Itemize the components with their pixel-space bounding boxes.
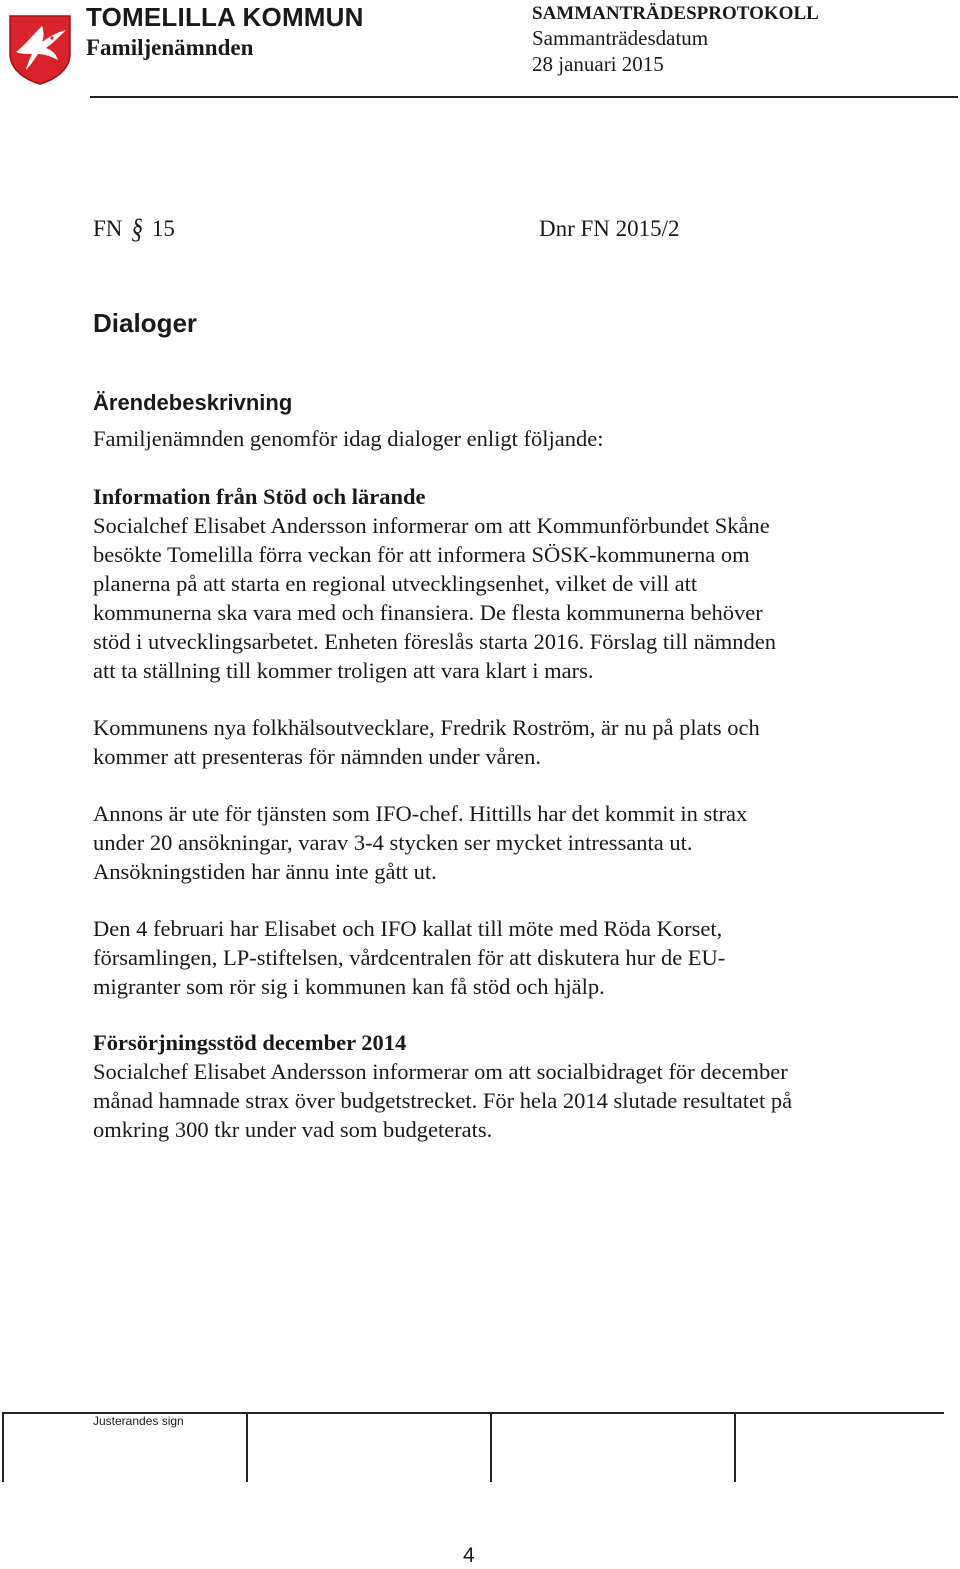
signature-label: Justerandes sign <box>93 1414 184 1428</box>
signature-cell-divider <box>2 1412 4 1482</box>
text-line: Ansökningstiden har ännu inte gått ut. <box>93 859 437 884</box>
support-heading: Försörjningsstöd december 2014 <box>93 1030 407 1055</box>
section-number: 15 <box>151 216 175 241</box>
section-reference <box>93 212 175 244</box>
document-type: SAMMANTRÄDESPROTOKOLL <box>532 3 819 24</box>
text-line: Kommunens nya folkhälsoutvecklare, Fredrik Roström, är nu på plats och <box>93 715 760 740</box>
text-line: månad hamnade strax över budgetstrecket. För hela 2014 slutade resultatet på <box>93 1088 793 1113</box>
meeting-date-label: Sammanträdesdatum <box>532 26 709 50</box>
text-line: att ta ställning till kommer troligen att vara klart i mars. <box>93 658 594 683</box>
text-line: under 20 ansökningar, varav 3-4 stycken ser mycket intressanta ut. <box>93 830 693 855</box>
section-prefix: FN <box>93 216 123 241</box>
meeting-date: 28 januari 2015 <box>532 52 664 76</box>
text-line: Socialchef Elisabet Andersson informerar om att Kommunförbundet Skåne <box>93 513 770 538</box>
information-paragraph-2 <box>93 713 893 771</box>
signature-cell-divider <box>490 1412 492 1482</box>
support-paragraph <box>93 1057 893 1144</box>
text-line: migranter som rör sig i kommunen kan få stöd och hjälp. <box>93 974 605 999</box>
text-line: kommer att presenteras för nämnden under våren. <box>93 744 541 769</box>
page-number: 4 <box>463 1544 475 1567</box>
information-paragraph-4 <box>93 914 893 1001</box>
text-line: omkring 300 tkr under vad som budgeterats. <box>93 1117 493 1142</box>
section-sign: § <box>131 212 143 244</box>
coat-of-arms-icon <box>8 14 72 86</box>
text-line: planerna på att starta en regional utvecklingsenhet, vilket de vill att <box>93 571 698 596</box>
text-line: Den 4 februari har Elisabet och IFO kallat till möte med Röda Korset, <box>93 916 723 941</box>
information-paragraph-1 <box>93 511 893 685</box>
text-line: Socialchef Elisabet Andersson informerar om att socialbidraget för december <box>93 1059 788 1084</box>
organization-name: TOMELILLA KOMMUN <box>86 2 364 32</box>
signature-cell-divider <box>734 1412 736 1482</box>
description-heading: Ärendebeskrivning <box>93 390 293 415</box>
text-line: Annons är ute för tjänsten som IFO-chef. Hittills har det kommit in strax <box>93 801 748 826</box>
diary-number: Dnr FN 2015/2 <box>539 216 680 241</box>
information-paragraph-3 <box>93 799 893 886</box>
header-divider <box>90 96 958 98</box>
description-intro: Familjenämnden genomför idag dialoger enligt följande: <box>93 426 604 451</box>
text-line: stöd i utvecklingsarbetet. Enheten föreslås starta 2016. Förslag till nämnden <box>93 629 776 654</box>
page-title: Dialoger <box>93 308 198 338</box>
information-heading: Information från Stöd och lärande <box>93 484 426 509</box>
text-line: besökte Tomelilla förra veckan för att informera SÖSK-kommunerna om <box>93 542 750 567</box>
text-line: kommunerna ska vara med och finansiera. De flesta kommunerna behöver <box>93 600 763 625</box>
committee-name: Familjenämnden <box>86 35 254 60</box>
signature-cell-divider <box>246 1412 248 1482</box>
text-line: församlingen, LP-stiftelsen, vårdcentralen för att diskutera hur de EU- <box>93 945 726 970</box>
